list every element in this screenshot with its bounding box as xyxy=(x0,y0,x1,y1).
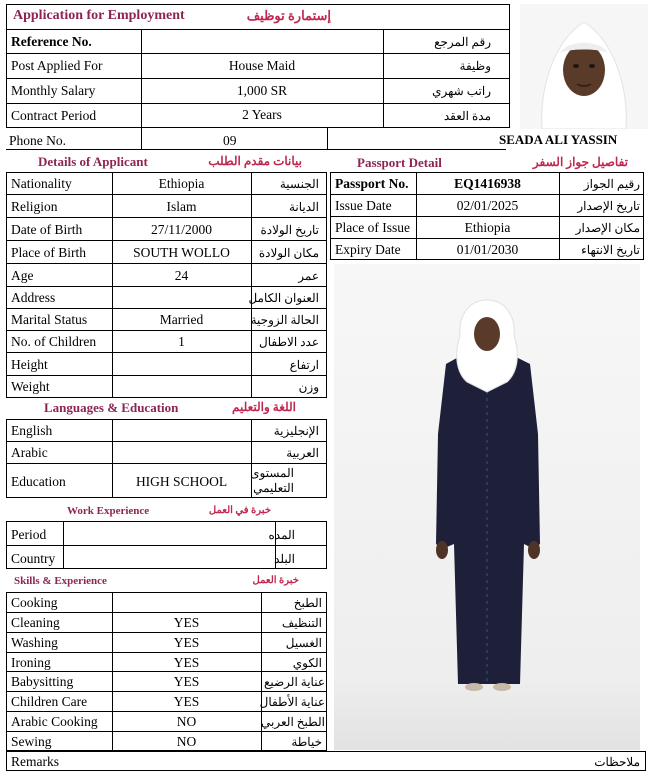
passport-no-label: Passport No. xyxy=(335,176,409,191)
work-section-title-ar: خبرة في العمل xyxy=(208,505,271,516)
education-label-ar-2: التعليمي xyxy=(253,481,294,495)
english-label-ar: الإنجليزية xyxy=(273,424,319,438)
religion-value: Islam xyxy=(166,199,197,214)
issue-date-label: Issue Date xyxy=(335,198,392,213)
skills-section-title: Skills & Experience xyxy=(14,575,107,587)
height-label: Height xyxy=(11,357,48,372)
applicant-headshot-photo xyxy=(520,4,648,129)
nationality-label: Nationality xyxy=(11,176,72,191)
place-of-birth-label-ar: مكان الولادة xyxy=(258,246,319,260)
children-value: 1 xyxy=(178,334,185,349)
applicant-section-title-ar: بيانات مقدم الطلب xyxy=(208,154,302,168)
nationality-label-ar: الجنسية xyxy=(279,177,319,191)
contract-period-label: Contract Period xyxy=(11,108,97,123)
babysitting-label: Babysitting xyxy=(11,674,74,689)
religion-label-ar: الديانة xyxy=(288,200,319,214)
expiry-date-value: 01/01/2030 xyxy=(456,242,519,257)
passport-section-title-ar: تفاصيل جواز السفر xyxy=(532,155,628,169)
children-care-label: Children Care xyxy=(11,694,88,709)
reference-no-label: Reference No. xyxy=(11,34,92,49)
date-of-birth-value: 27/11/2000 xyxy=(150,222,212,237)
expiry-date-label: Expiry Date xyxy=(335,242,401,257)
cleaning-value: YES xyxy=(173,615,200,630)
languages-section-title-ar: اللغة والتعليم xyxy=(232,400,296,414)
marital-status-label: Marital Status xyxy=(11,312,88,327)
ironing-value: YES xyxy=(173,655,200,670)
country-label: Country xyxy=(11,551,56,566)
period-label: Period xyxy=(11,527,47,542)
education-value: HIGH SCHOOL xyxy=(135,474,228,489)
monthly-salary-label-ar: راتب شهري xyxy=(432,84,491,98)
languages-section-title: Languages & Education xyxy=(44,400,179,415)
cleaning-label-ar: التنظيف xyxy=(281,616,322,630)
sewing-label: Sewing xyxy=(11,734,52,749)
cooking-label: Cooking xyxy=(11,595,58,610)
ironing-label: Ironing xyxy=(11,655,51,670)
cooking-label-ar: الطبخ xyxy=(293,596,322,610)
date-of-birth-label-ar: تاريخ الولادة xyxy=(260,223,319,237)
applicant-name: SEADA ALI YASSIN xyxy=(499,132,618,147)
place-of-issue-value: Ethiopia xyxy=(464,220,511,235)
washing-label-ar: الغسيل xyxy=(285,636,322,650)
washing-label: Washing xyxy=(11,635,58,650)
contract-period-label-ar: مدة العقد xyxy=(443,109,491,123)
age-label-ar: عمر xyxy=(298,269,319,283)
form-title: Application for Employment xyxy=(13,8,185,23)
washing-value: YES xyxy=(173,635,200,650)
arabic-label-ar: العربية xyxy=(286,446,319,460)
remarks-label: Remarks xyxy=(11,754,59,769)
period-label-ar: المده xyxy=(268,528,295,542)
contract-period-value: 2 Years xyxy=(242,107,282,122)
monthly-salary-value: 1,000 SR xyxy=(236,83,288,98)
weight-label-ar: وزن xyxy=(298,380,319,394)
country-label-ar: البلد xyxy=(274,552,295,566)
arabic-cooking-label: Arabic Cooking xyxy=(11,714,98,729)
phone-value: 09 xyxy=(223,133,237,148)
babysitting-label-ar: عناية الرضيع xyxy=(263,675,325,689)
place-of-issue-label-ar: مكان الإصدار xyxy=(575,221,640,235)
children-label-ar: عدد الاطفال xyxy=(259,335,319,349)
reference-no-label-ar: رقم المرجع xyxy=(434,35,491,49)
arabic-cooking-label-ar: الطبخ العربي xyxy=(261,715,325,729)
issue-date-label-ar: تاريخ الإصدار xyxy=(577,199,640,213)
children-care-label-ar: عناية الأطفال xyxy=(259,695,325,709)
cleaning-label: Cleaning xyxy=(11,615,60,630)
form-title-ar: إستمارة توظيف xyxy=(246,8,331,23)
sewing-value: NO xyxy=(176,734,197,749)
work-section-title: Work Experience xyxy=(67,505,150,517)
place-of-birth-value: SOUTH WOLLO xyxy=(133,245,230,260)
english-label: English xyxy=(11,423,53,438)
nationality-value: Ethiopia xyxy=(158,176,205,191)
weight-label: Weight xyxy=(11,379,50,394)
place-of-issue-label: Place of Issue xyxy=(335,220,410,235)
issue-date-value: 02/01/2025 xyxy=(456,198,519,213)
post-applied-label-ar: وظيفة xyxy=(459,59,491,73)
skills-section-title-ar: خبرة العمل xyxy=(252,575,299,586)
arabic-label: Arabic xyxy=(11,445,48,460)
post-applied-value: House Maid xyxy=(228,58,296,73)
post-applied-label: Post Applied For xyxy=(11,58,103,73)
date-of-birth-label: Date of Birth xyxy=(11,222,83,237)
place-of-birth-label: Place of Birth xyxy=(11,245,86,260)
age-value: 24 xyxy=(174,268,189,283)
height-label-ar: ارتفاع xyxy=(289,358,319,372)
arabic-cooking-value: NO xyxy=(176,714,197,729)
passport-section-title: Passport Detail xyxy=(357,155,442,170)
children-label: No. of Children xyxy=(11,334,97,349)
ironing-label-ar: الكوي xyxy=(292,656,322,670)
religion-label: Religion xyxy=(11,199,58,214)
remarks-label-ar: ملاحظات xyxy=(594,755,640,769)
address-label-ar: العنوان الكامل xyxy=(248,291,319,305)
education-label-ar-1: المستوى xyxy=(250,466,294,480)
babysitting-value: YES xyxy=(173,674,200,689)
address-label: Address xyxy=(11,290,56,305)
applicant-full-body-photo xyxy=(334,264,640,750)
education-label: Education xyxy=(11,474,66,489)
passport-no-value: EQ1416938 xyxy=(454,176,521,191)
remarks-row xyxy=(6,751,646,771)
expiry-date-label-ar: تاريخ الانتهاء xyxy=(581,243,640,257)
children-care-value: YES xyxy=(173,694,200,709)
age-label: Age xyxy=(11,268,34,283)
monthly-salary-label: Monthly Salary xyxy=(11,83,96,98)
phone-label: Phone No. xyxy=(9,133,66,148)
marital-status-label-ar: الحالة الزوجية xyxy=(250,313,319,327)
passport-no-label-ar: رقيم الجواز xyxy=(583,177,640,191)
marital-status-value: Married xyxy=(159,312,204,327)
applicant-section-title: Details of Applicant xyxy=(38,154,148,169)
sewing-label-ar: خياطة xyxy=(291,735,322,749)
